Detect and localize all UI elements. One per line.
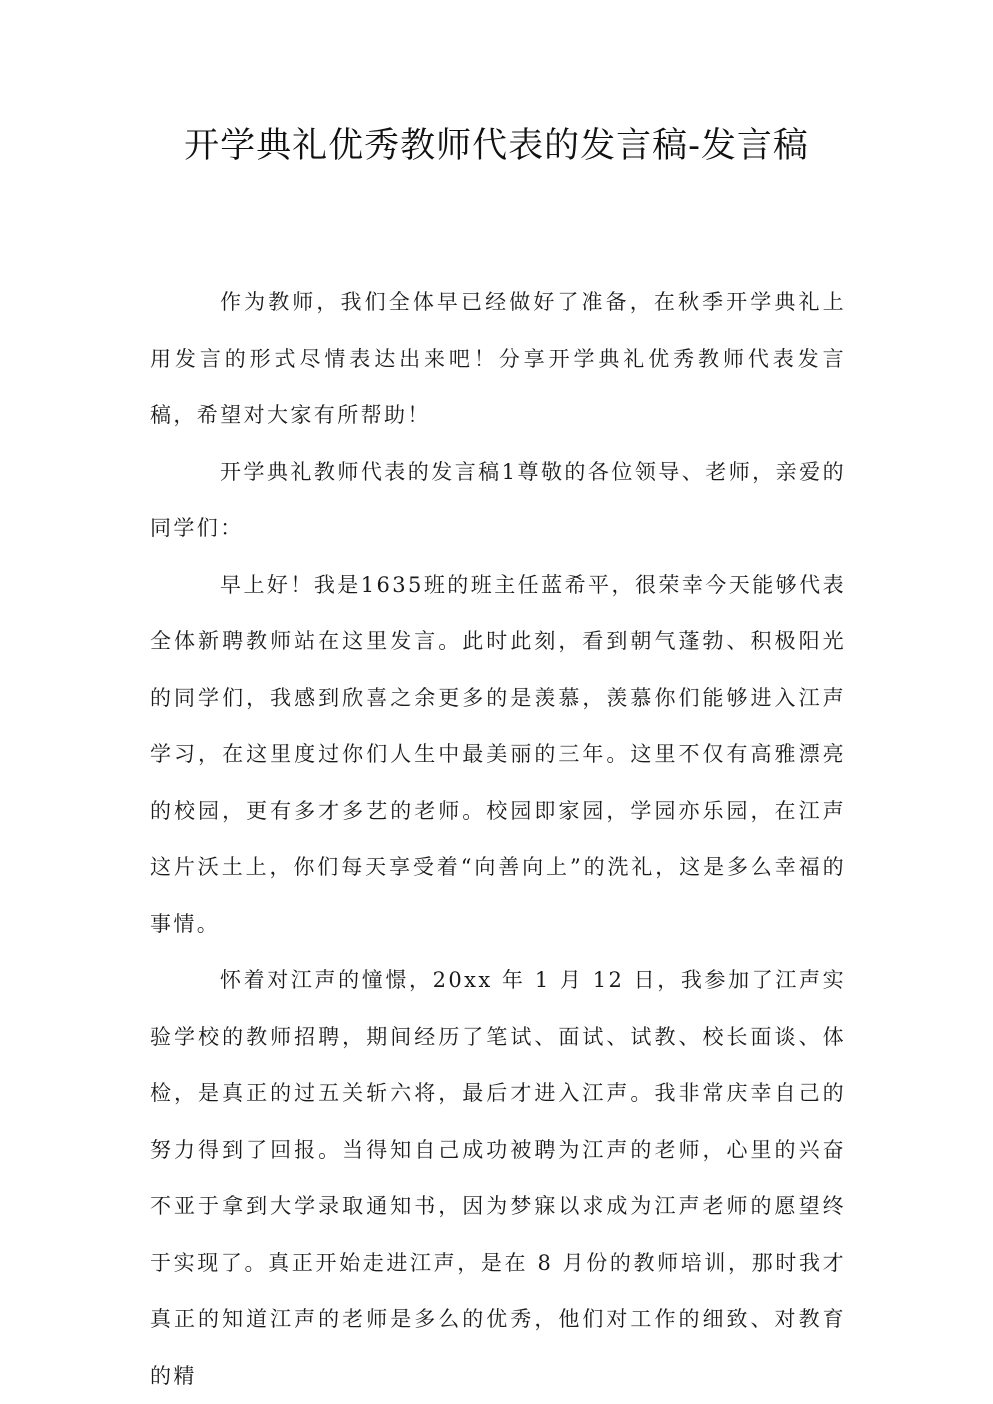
document-body xyxy=(150,274,846,1404)
paragraph-greeting: 早上好！我是1635班的班主任蓝希平，很荣幸今天能够代表全体新聘教师站在这里发言。此时此刻，看到朝气蓬勃、积极阳光的同学们，我感到欣喜之余更多的是羡慕，羡慕你们能够进入江声学习，在这里度过你们人生中最美丽的三年。这里不仅有高雅漂亮的校园，更有多才多艺的老师。校园即家园，学园亦乐园，在江声这片沃土上，你们每天享受着“向善向上”的洗礼，这是多么幸福的事情。 xyxy=(150,572,846,936)
paragraph-salutation: 开学典礼教师代表的发言稿1尊敬的各位领导、老师，亲爱的同学们： xyxy=(150,459,846,540)
paragraph-intro: 作为教师，我们全体早已经做好了准备，在秋季开学典礼上用发言的形式尽情表达出来吧！分享开学典礼优秀教师代表发言稿，希望对大家有所帮助！ xyxy=(150,290,846,427)
document-title: 开学典礼优秀教师代表的发言稿-发言稿 xyxy=(184,126,809,166)
paragraph-recruitment: 怀着对江声的憧憬，20xx 年 1 月 12 日，我参加了江声实验学校的教师招聘，期间经历了笔试、面试、试教、校长面谈、体检，是真正的过五关斩六将，最后才进入江声。我非常庆幸自己的努力得到了回报。当得知自己成功被聘为江声的老师，心里的兴奋不亚于拿到大学录取通知书，因为梦寐以求成为江声老师的愿望终于实现了。真正开始走进江声，是在 8 月份的教师培训，那时我才真正的知道江声的老师是多么的优秀，他们对工作的细致、对教育的精 xyxy=(150,968,846,1388)
